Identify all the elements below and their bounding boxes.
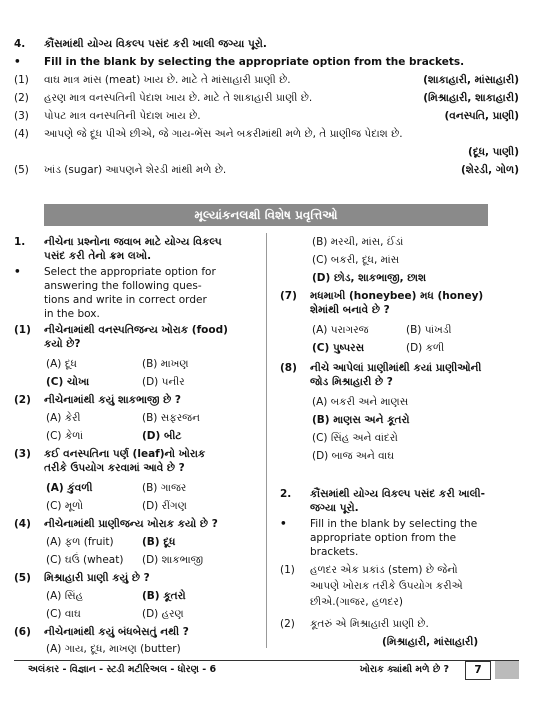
option-a-answer: (A) કુંવળી [46, 482, 93, 494]
mcq-question: નીચેનામાંથી કયું શાકભાજી છે ? [44, 394, 182, 406]
fill-item: આપણે ખોરાક તરીકે ઉપયોગ કરીએ [310, 580, 463, 592]
mcq-question: નીચેનામાંથી કયું બંધબેસતું નથી ? [44, 626, 189, 638]
option-a: (A) બકરી અને માણસ [312, 396, 409, 408]
option-c: (C) વાઘ [46, 608, 81, 620]
instruction-english: Fill in the blank by selecting the appropriate option from the brackets. [44, 56, 465, 68]
fill-item: (5) ખાંડ (sugar) આપણને શેરડી માંથી મળે છે. (શેરડી, ગોળ) [14, 164, 519, 176]
fill-item: હળદર એક પ્રકાંડ (stem) છે જેનો [310, 564, 458, 576]
question-number: 2. [280, 488, 292, 500]
footer-chapter-title: ખોરાક ક્યાંથી મળે છે ? [359, 664, 449, 675]
column-divider [266, 233, 267, 648]
fill-item: (2) હરણ માત્ર વનસ્પતિની પેદાશ ખાય છે. માટે તે શાકાહારી પ્રાણી છે. (મિશ્રાહારી, શાકાહારી) [14, 92, 519, 104]
fill-item: છીએ.(ગાજર, હળદર) [310, 596, 403, 608]
bullet: • [14, 56, 21, 68]
option-d: (D) પનીર [142, 376, 185, 388]
footer-book-title: અલંકાર - વિજ્ઞાન - સ્ટડી મટીરિઅલ - ધોરણ - 6 [28, 664, 217, 675]
mcq-question: મધમાખી (honeybee) મધ (honey) [310, 290, 484, 302]
question-number: 1. [14, 236, 26, 248]
instruction-english: appropriate option from the [310, 532, 457, 544]
option-a: (A) સિંહ [46, 590, 84, 602]
option-b-answer: (B) કૂતરો [142, 590, 186, 602]
option-b: (B) ગાજર [142, 482, 187, 494]
option-c: (C) મૂળો [46, 500, 84, 512]
question-number: 4. [14, 38, 26, 50]
fill-item-options: (મિશ્રાહારી, માંસાહારી) [382, 636, 479, 648]
instruction-english: answering the following ques- [44, 280, 202, 292]
option-b: (B) સફરજન [142, 412, 200, 424]
instruction-english: Fill in the blank by selecting the [310, 518, 478, 530]
mcq-question: નીચેનામાંથી વનસ્પતિજન્ય ખોરાક (food) [44, 324, 228, 336]
question-title: કૌંસમાંથી યોગ્ય વિકલ્પ પસંદ કરી ખાલી જગ્યા પૂરો. [44, 38, 267, 50]
option-a: (A) ફળ (fruit) [46, 536, 114, 548]
instruction-english: in the box. [44, 308, 100, 320]
fill-item: (1) વાઘ માત્ર માંસ (meat) ખાય છે. માટે તે માંસાહારી પ્રાણી છે. (શાકાહારી, માંસાહારી) [14, 74, 519, 86]
instruction-english: tions and write in correct order [44, 294, 207, 306]
option-d: (D) હરણ [142, 608, 184, 620]
option-b: (B) પાંખડી [406, 324, 452, 336]
mcq-question: નીચેનામાંથી પ્રાણીજન્ય ખોરાક કયો છે ? [44, 518, 218, 530]
option-d-answer: (D) છોડ, શાકભાજી, છાશ [312, 272, 427, 284]
option-c: (C) ઘઉં (wheat) [46, 554, 124, 566]
option-c-answer: (C) પુષ્પરસ [312, 342, 365, 354]
question-4-section [14, 38, 519, 182]
mcq-question: નીચે આપેલાં પ્રાણીમાંથી કયાં પ્રાણીઓની [310, 362, 482, 374]
fill-item: (4) આપણે જે દૂધ પીએ છીએ, જે ગાય-ભેંસ અને બકરીમાંથી મળે છે, તે પ્રાણીજ પેદાશ છે. [14, 128, 403, 140]
option-c: (C) બકરી, દૂધ, માંસ [312, 254, 400, 266]
option-d: (D) કળી [406, 342, 445, 354]
option-c: (C) કેળાં [46, 430, 84, 442]
mcq-question: મિશ્રાહારી પ્રાણી કયું છે ? [44, 572, 150, 584]
question-title: પસંદ કરી તેનો ક્રમ લખો. [44, 250, 152, 262]
fill-item: (3) પોપટ માત્ર વનસ્પતિની પેદાશ ખાય છે. (વનસ્પતિ, પ્રાણી) [14, 110, 519, 122]
instruction-english: brackets. [310, 546, 359, 558]
option-d-answer: (D) બીટ [142, 430, 182, 442]
option-c: (C) સિંહ અને વાંદરો [312, 432, 398, 444]
option-d: (D) શાકભાજી [142, 554, 204, 566]
option-d: (D) બાજ અને વાઘ [312, 450, 395, 462]
option-a: (A) કેરી [46, 412, 81, 424]
option-d: (D) રીંગણ [142, 500, 187, 512]
page-number: 7 [465, 661, 491, 680]
question-title: કૌંસમાંથી યોગ્ય વિકલ્પ પસંદ કરી ખાલી- [310, 488, 485, 500]
question-title: નીચેના પ્રશ્નોના જવાબ માટે યોગ્ય વિકલ્પ [44, 236, 222, 248]
option-a: (A) દૂધ [46, 358, 77, 370]
mcq-question: કઈ વનસ્પતિના પર્ણ (leaf)નો ખોરાક [44, 448, 206, 460]
page-footer [14, 660, 519, 679]
bullet: • [14, 266, 21, 278]
option-b-answer: (B) માણસ અને કૂતરો [312, 414, 410, 426]
fill-item-options: (દૂધ, પાણી) [468, 146, 519, 158]
fill-item: કૂતરું એ મિશ્રાહારી પ્રાણી છે. [310, 618, 429, 630]
option-a: (A) પરાગરજ [312, 324, 369, 336]
option-b: (B) માખણ [142, 358, 189, 370]
option-c-answer: (C) ચોખા [46, 376, 90, 388]
instruction-english: Select the appropriate option for [44, 266, 216, 278]
option-b-answer: (B) દૂધ [142, 536, 176, 548]
footer-decoration [495, 661, 519, 679]
question-title: જગ્યા પૂરો. [310, 502, 359, 514]
section-banner: મૂલ્યાંકનલક્ષી વિશેષ પ્રવૃત્તિઓ [44, 204, 488, 226]
bullet: • [280, 518, 287, 530]
option-a: (A) ગાય, દૂધ, માખણ (butter) [46, 643, 181, 655]
option-b: (B) મરચી, માંસ, ઈંડાં [312, 236, 404, 248]
